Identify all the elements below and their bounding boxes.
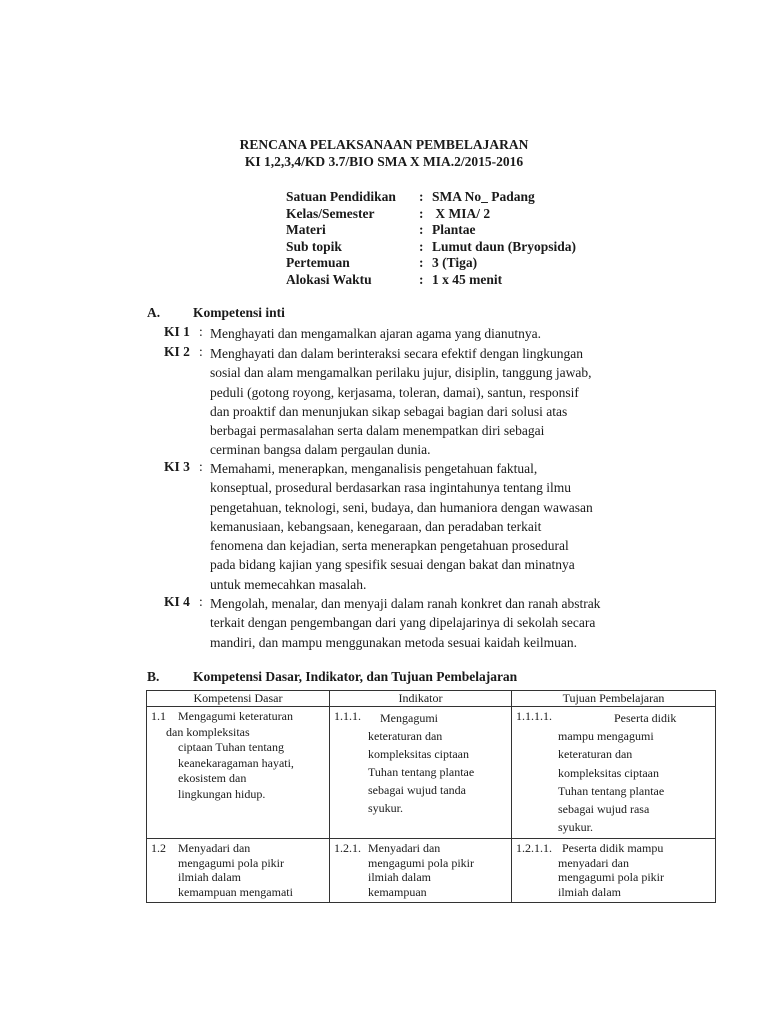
cell-line: Peserta didik mampu — [562, 841, 664, 856]
ki-line: Mengolah, menalar, dan menyaji dalam ranah konkret dan ranah abstrak — [210, 596, 601, 611]
cell-line: dan kompleksitas — [166, 724, 250, 739]
kd-number: 1.2 — [151, 841, 166, 856]
info-value: Lumut daun (Bryopsida) — [432, 238, 577, 254]
ki-line: berbagai permasalahan serta dalam menempatkan diri sebagai — [210, 423, 545, 439]
cell-line: Mengagumi keteraturan — [178, 709, 293, 723]
cell-line: syukur. — [558, 820, 594, 835]
cell-line: sebagai wujud rasa — [558, 802, 650, 817]
info-block — [286, 189, 576, 289]
cell-content — [151, 709, 325, 802]
info-label: Pertemuan — [286, 255, 350, 271]
table-row — [147, 707, 716, 839]
cell-line: Mengagumi — [380, 711, 438, 725]
cell-line: mengagumi pola pikir — [178, 855, 284, 870]
kd-table — [146, 690, 716, 903]
ki-line: mandiri, dan mampu menggunakan metoda sesuai kaidah keilmuan. — [210, 634, 578, 650]
cell-line: keteraturan dan — [558, 747, 633, 762]
ki-line: untuk memecahkan masalah. — [210, 576, 367, 592]
cell-line: mengagumi pola pikir — [558, 870, 664, 885]
cell-line: sebagai wujud tanda — [368, 783, 466, 797]
section-letter: A. — [147, 305, 161, 320]
cell-line: lingkungan hidup. — [178, 786, 266, 801]
info-value: X MIA/ 2 — [432, 205, 491, 221]
kd-text — [151, 841, 325, 899]
ki-line: pada bidang kajian yang spesifik sesuai dengan bakat dan minatnya — [210, 557, 575, 573]
info-label: Kelas/Semester — [286, 205, 375, 221]
cell-line: keanekaragaman hayati, — [178, 755, 294, 770]
tujuan-text — [516, 709, 711, 836]
info-value: 1 x 45 menit — [432, 271, 503, 287]
info-row — [286, 239, 576, 256]
cell-line: kemampuan — [368, 884, 427, 899]
section-letter: B. — [147, 669, 160, 684]
info-label: Materi — [286, 222, 326, 238]
kd-cell — [147, 839, 330, 903]
cell-content — [151, 841, 325, 899]
cell-line: syukur. — [368, 801, 404, 815]
info-sep: : — [419, 189, 424, 204]
tujuan-cell — [512, 839, 716, 903]
cell-line: ilmiah dalam — [558, 884, 621, 899]
ki-line: pengetahuan, teknologi, seni, budaya, dan humaniora dengan wawasan — [210, 499, 593, 515]
cell-line: mengagumi pola pikir — [368, 855, 474, 870]
info-sep: : — [419, 205, 424, 221]
ki-line: Menghayati dan mengamalkan ajaran agama yang dianutnya. — [210, 326, 541, 341]
cell-line: keteraturan dan — [368, 729, 443, 743]
section-title: Kompetensi Dasar, Indikator, dan Tujuan Pembelajaran — [193, 669, 518, 684]
cell-line: Tuhan tentang plantae — [368, 765, 475, 779]
info-row — [286, 255, 576, 272]
ki-line: Menghayati dan dalam berinteraksi secara efektif dengan lingkungan — [210, 346, 583, 361]
column-header: Tujuan Pembelajaran — [512, 691, 716, 707]
cell-content — [516, 841, 711, 899]
cell-content — [516, 709, 711, 836]
ki-text — [210, 344, 640, 460]
cell-line: ilmiah dalam — [178, 870, 241, 885]
cell-line: kompleksitas ciptaan — [558, 765, 659, 780]
indikator-number: 1.2.1. — [334, 841, 361, 856]
info-value: Plantae — [432, 222, 476, 238]
ki-line: terkait dengan pengembangan dari yang dipelajarinya di sekolah secara — [210, 615, 596, 631]
cell-content — [334, 841, 507, 899]
ki-line: dan proaktif dan menunjukan sikap sebagai bagian dari solusi atas — [210, 403, 568, 419]
ki-label: KI 2 — [164, 344, 190, 359]
ki-line: peduli (gotong royong, kerjasama, toleran, damai), santun, responsif — [210, 384, 579, 400]
info-sep: : — [419, 238, 424, 254]
doc-subtitle: KI 1,2,3,4/KD 3.7/BIO SMA X MIA.2/2015-2016 — [244, 154, 524, 169]
ki-line: cerminan bangsa dalam pergaulan dunia. — [210, 442, 431, 458]
table-header-row — [147, 691, 716, 707]
ki-colon: : — [199, 594, 203, 609]
info-label: Alokasi Waktu — [286, 271, 372, 287]
info-row — [286, 272, 576, 289]
info-value: 3 (Tiga) — [432, 255, 478, 271]
column-header: Indikator — [330, 691, 512, 707]
indikator-cell — [330, 839, 512, 903]
indikator-cell — [330, 707, 512, 839]
ki-colon: : — [199, 324, 203, 339]
ki-line: konseptual, prosedural berdasarkan rasa ingintahunya tentang ilmu — [210, 480, 572, 496]
ki-label: KI 3 — [164, 459, 190, 474]
info-row — [286, 206, 576, 223]
ki-text — [210, 459, 640, 594]
info-row — [286, 222, 576, 239]
ki-label: KI 1 — [164, 324, 190, 339]
cell-line: Peserta didik — [614, 711, 677, 725]
info-value: SMA No_ Padang — [432, 189, 535, 204]
ki-label: KI 4 — [164, 594, 190, 609]
indikator-number: 1.1.1. — [334, 709, 361, 723]
info-row — [286, 189, 576, 206]
ki-text — [210, 594, 640, 652]
cell-line: ilmiah dalam — [368, 870, 431, 885]
kd-number: 1.1 — [151, 709, 166, 723]
ki-line: fenomena dan kejadian, serta menerapkan pengetahuan prosedural — [210, 538, 569, 554]
cell-line: kemampuan mengamati — [178, 884, 293, 899]
cell-line: Menyadari dan — [368, 841, 441, 856]
section-title: Kompetensi inti — [193, 305, 285, 320]
cell-line: Tuhan tentang plantae — [558, 783, 665, 798]
tujuan-number: 1.1.1.1. — [516, 709, 552, 723]
cell-line: Menyadari dan — [178, 841, 251, 856]
ki-colon: : — [199, 344, 203, 359]
ki-line: Memahami, menerapkan, menganalisis pengetahuan faktual, — [210, 461, 538, 476]
ki-line: kemanusiaan, kebangsaan, kenegaraan, dan peradaban terkait — [210, 518, 542, 534]
info-label: Sub topik — [286, 238, 342, 254]
ki-line: sosial dan alam mengamalkan perilaku jujur, disiplin, tanggung jawab, — [210, 365, 592, 381]
table-row — [147, 839, 716, 903]
cell-content — [334, 709, 507, 817]
ki-text — [210, 324, 640, 343]
cell-line: ciptaan Tuhan tentang — [178, 740, 284, 754]
info-label: Satuan Pendidikan — [286, 189, 396, 204]
doc-title: RENCANA PELAKSANAAN PEMBELAJARAN — [239, 137, 529, 152]
info-sep: : — [419, 255, 424, 271]
info-sep: : — [419, 271, 424, 287]
cell-line: kompleksitas ciptaan — [368, 747, 469, 761]
tujuan-number: 1.2.1.1. — [516, 841, 552, 856]
info-sep: : — [419, 222, 424, 238]
column-header: Kompetensi Dasar — [147, 691, 330, 707]
cell-line: menyadari dan — [558, 855, 629, 870]
indikator-text — [334, 709, 507, 817]
kd-cell — [147, 707, 330, 839]
kd-text — [151, 709, 325, 802]
cell-line: ekosistem dan — [178, 771, 247, 785]
tujuan-cell — [512, 707, 716, 839]
cell-line: mampu mengagumi — [558, 729, 654, 744]
ki-colon: : — [199, 459, 203, 474]
